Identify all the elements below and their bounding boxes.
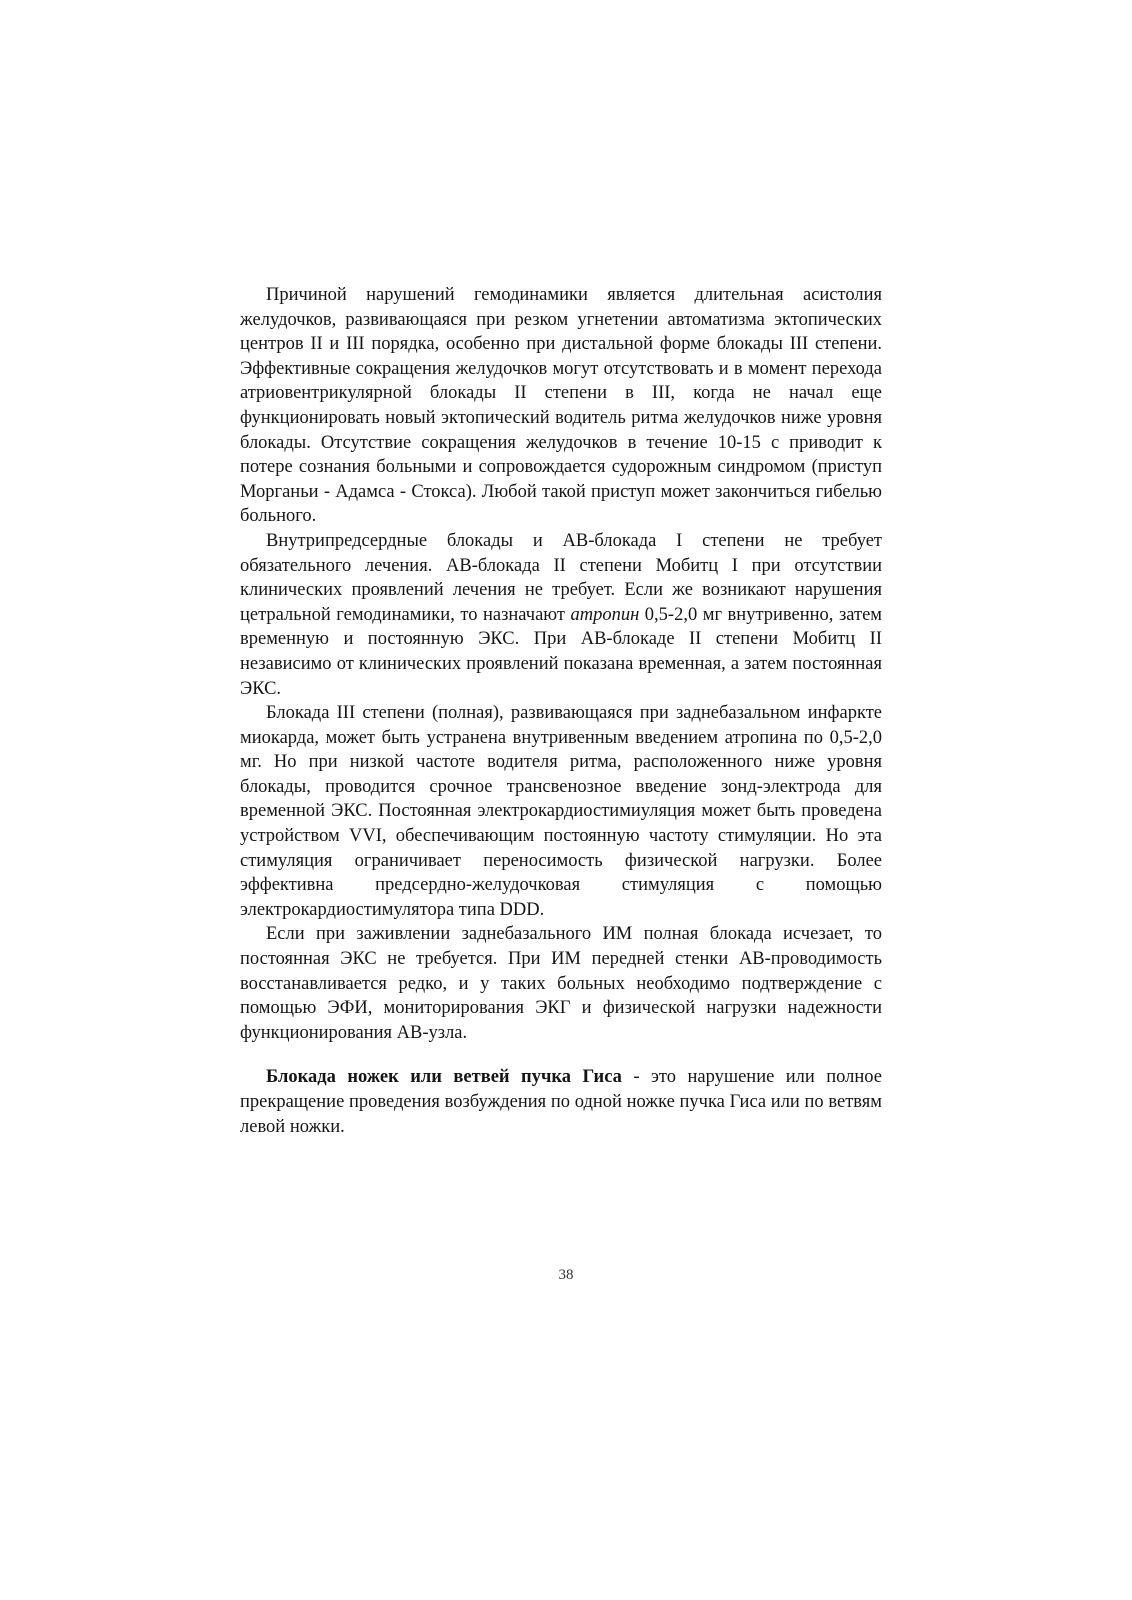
paragraph-hemodynamics: Причиной нарушений гемодинамики является длительная асистолия желудочков, развивающаяся при резком угнетении автоматизма эктопических центров II и III порядка, особенно при дистальной форме блокады III степени. Эффективные сокращения желудочков могут отсутствовать и в момент перехода атриовентрикулярной блокады II степени в III, когда не начал еще функционировать новый эктопический водитель ритма желудочков ниже уровня блокады. Отсутствие сокращения желудочков в течение 10-15 с приводит к потере сознания больными и сопровождается судорожным синдромом (приступ Морганьи - Адамса - Стокса). Любой такой приступ может закончиться гибелью больного. [240, 285, 882, 527]
body-text [240, 283, 882, 1139]
paragraph-complete-block: Блокада III степени (полная), развивающаяся при заднебазальном инфаркте миокарда, может быть устранена внутривенным введением атропина по 0,5-2,0 мг. Но при низкой частоте водителя ритма, расположенного ниже уровня блокады, проводится срочное трансвенозное введение зонд-электрода для временной ЭКС. Постоянная электрокардиостимиуляция может быть проведена устройством VVI, обеспечивающим постоянную частоту стимуляции. Но эта стимуляция ограничивает переносимость физической нагрузки. Более эффективна предсердно-желудочковая стимуляция с помощью электрокардиостимулятора типа DDD. [240, 703, 882, 920]
paragraph-text: - это нарушение или полное прекращение проведения возбуждения по одной ножке пучка Гиса или по ветвям левой ножки. [240, 1067, 882, 1137]
paragraph-bundle-branch-block [240, 1065, 882, 1139]
page-number: 38 [558, 1267, 574, 1283]
paragraph-healing: Если при заживлении заднебазального ИМ полная блокада исчезает, то постоянная ЭКС не требуется. При ИМ передней стенки АВ-проводимость восстанавливается редко, и у таких больных необходимо подтверждение с помощью ЭФИ, мониторирования ЭКГ и физической нагрузки надежности функционирования АВ-узла. [240, 924, 882, 1043]
paragraph-av-block-treatment [240, 529, 882, 701]
term-definition-heading: Блокада ножек или ветвей пучка Гиса [266, 1067, 622, 1088]
drug-name-atropine: атропин [570, 604, 640, 625]
paragraph-text: 0,5-2,0 мг внутривенно, затем временную и постоянную ЭКС. При АВ-блокаде II степени Мобитц II независимо от клинических проявлений показана временная, а затем постоянная ЭКС. [240, 604, 882, 699]
paragraph-text: Внутрипредсердные блокады и АВ-блокада I степени не требует обязательного лечения. АВ-блокада II степени Мобитц I при отсутствии клинических проявлений лечения не требует. Если же возникают нарушения цетральной гемодинамики, то назначают [240, 530, 882, 625]
